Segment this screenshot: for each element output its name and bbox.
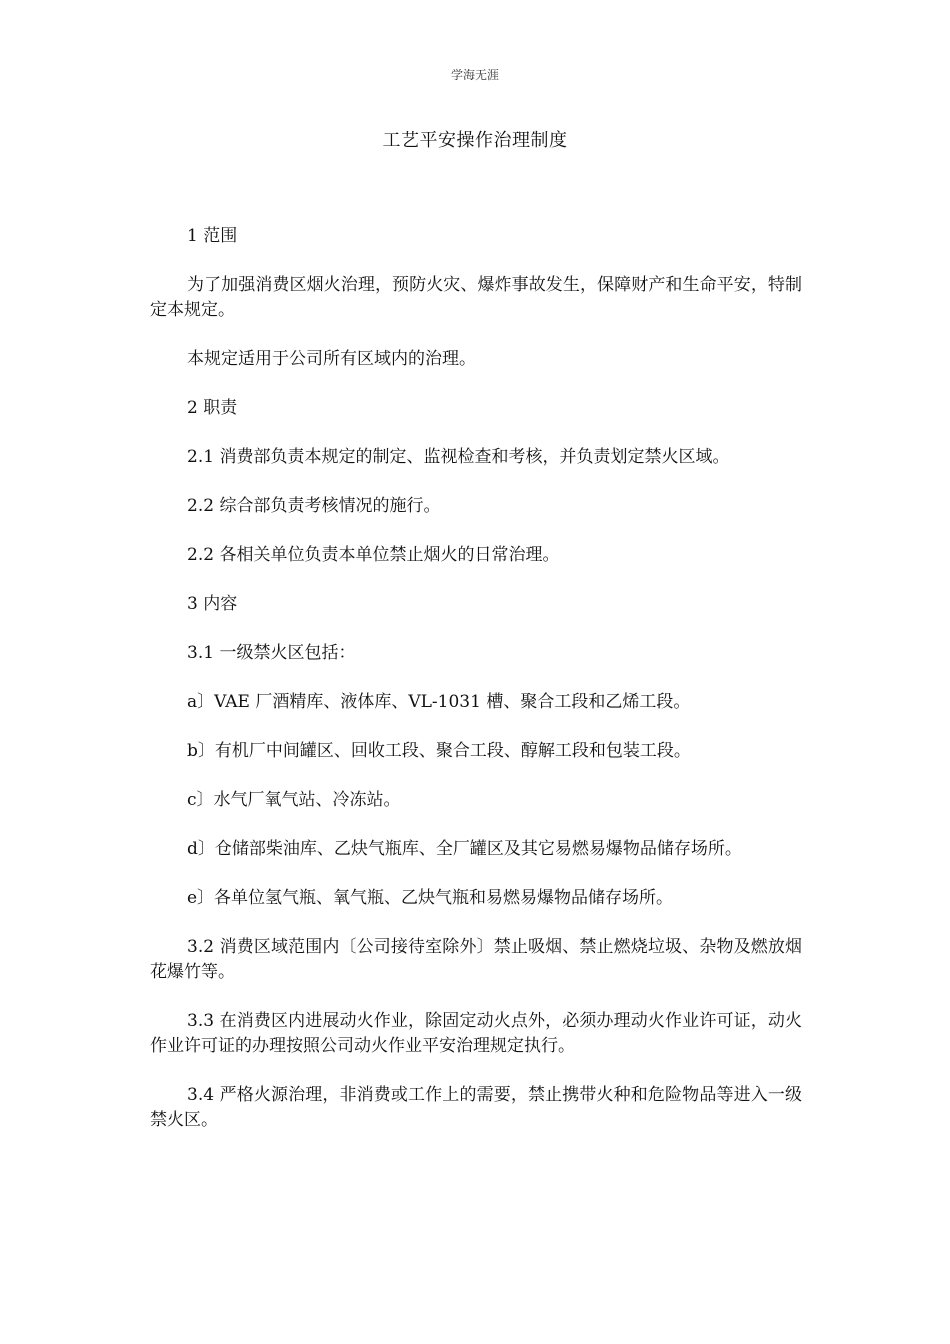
- paragraph-3-2: 3.2 消费区域范围内〔公司接待室除外〕禁止吸烟、禁止燃烧垃圾、杂物及燃放烟花爆竹等。: [150, 937, 802, 982]
- document-title: 工艺平安操作治理制度: [382, 130, 568, 151]
- paragraph-3-4: 3.4 严格火源治理，非消费或工作上的需要，禁止携带火种和危险物品等进入一级禁火区。: [150, 1085, 802, 1130]
- list-item-b: b〕有机厂中间罐区、回收工段、聚合工段、醇解工段和包装工段。: [187, 741, 691, 761]
- paragraph-duty-2-2b: 2.2 各相关单位负责本单位禁止烟火的日常治理。: [187, 545, 560, 565]
- paragraph-3-3: 3.3 在消费区内进展动火作业，除固定动火点外，必须办理动火作业许可证，动火作业许可证的办理按照公司动火作业平安治理规定执行。: [150, 1011, 802, 1056]
- paragraph-duty-2-1: 2.1 消费部负责本规定的制定、监视检查和考核，并负责划定禁火区域。: [187, 447, 730, 467]
- list-item-c: c〕水气厂氧气站、冷冻站。: [187, 790, 401, 810]
- list-item-e: e〕各单位氢气瓶、氧气瓶、乙炔气瓶和易燃易爆物品储存场所。: [187, 888, 674, 908]
- section-heading-scope: 1 范围: [187, 226, 238, 246]
- list-item-a: a〕VAE 厂酒精库、液体库、VL-1031 槽、聚合工段和乙烯工段。: [187, 692, 691, 712]
- paragraph-purpose: 为了加强消费区烟火治理，预防火灾、爆炸事故发生，保障财产和生命平安，特制定本规定。: [150, 275, 802, 320]
- list-item-d: d〕仓储部柴油库、乙炔气瓶库、全厂罐区及其它易燃易爆物品储存场所。: [187, 839, 742, 859]
- section-heading-duties: 2 职责: [187, 398, 238, 418]
- paragraph-duty-2-2a: 2.2 综合部负责考核情况的施行。: [187, 496, 441, 516]
- document-body: [150, 224, 802, 1157]
- section-heading-content: 3 内容: [187, 594, 238, 614]
- paragraph-applicability: 本规定适用于公司所有区域内的治理。: [187, 349, 476, 369]
- paragraph-3-1: 3.1 一级禁火区包括：: [187, 643, 356, 663]
- page-header: 学海无涯: [450, 68, 499, 82]
